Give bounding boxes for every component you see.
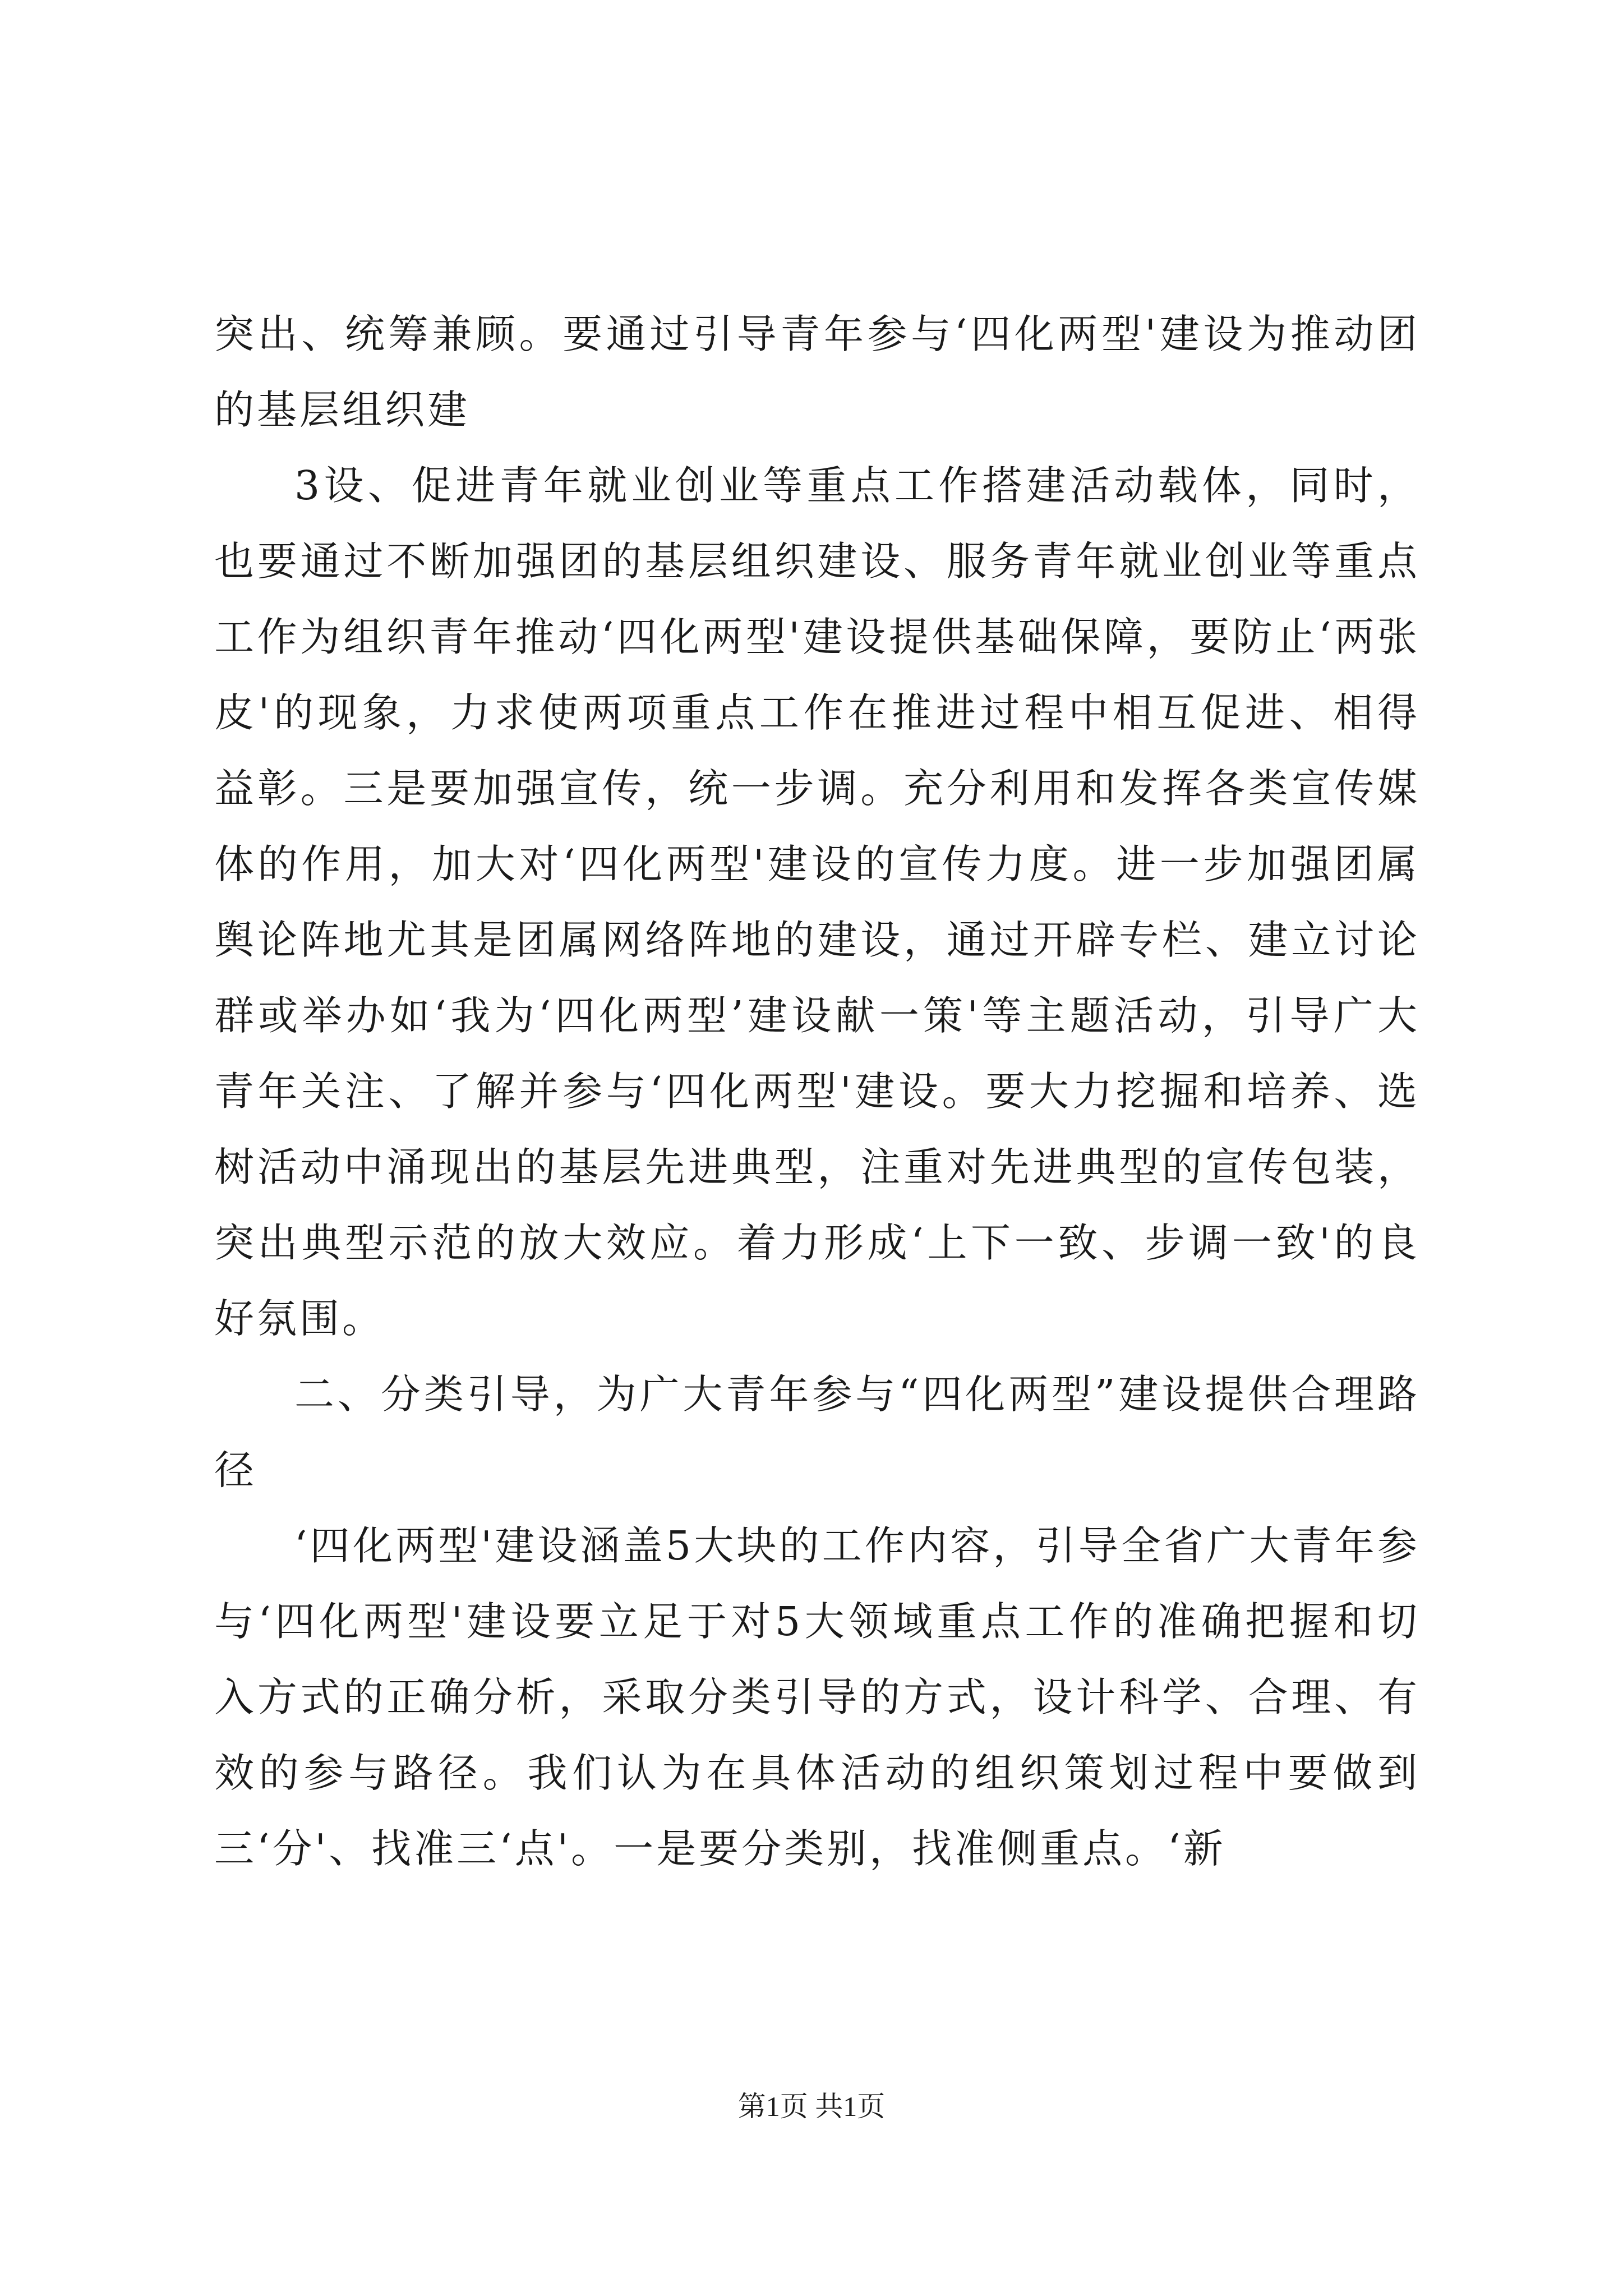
section-heading: 二、分类引导，为广大青年参与“四化两型”建设提供合理路径 (214, 1371, 1420, 1493)
page-footer: 第1页 共1页 (737, 2091, 886, 2122)
paragraph-3: ‘四化两型'建设涵盖5大块的工作内容，引导全省广大青年参与‘四化两型'建设要立足于对5大领域重点工作的准确把握和切入方式的正确分析，采取分类引导的方式，设计科学、合理、有效的参与路径。我们认为在具体活动的组织策划过程中要做到三‘分'、找准三‘点'。一是要分类别，找准侧重点。‘新 (214, 1522, 1420, 1872)
document-body (214, 296, 1420, 1887)
paragraph-1: 突出、统筹兼顾。要通过引导青年参与‘四化两型'建设为推动团的基层组织建 (214, 311, 1420, 433)
paragraph-2: 3设、促进青年就业创业等重点工作搭建活动载体，同时，也要通过不断加强团的基层组织建设、服务青年就业创业等重点工作为组织青年推动‘四化两型'建设提供基础保障，要防止‘两张皮'的现象，力求使两项重点工作在推进过程中相互促进、相得益彰。三是要加强宣传，统一步调。充分利用和发挥各类宣传媒体的作用，加大对‘四化两型'建设的宣传力度。进一步加强团属舆论阵地尤其是团属网络阵地的建设，通过开辟专栏、建立讨论群或举办如‘我为‘四化两型’建设献一策'等主题活动，引导广大青年关注、了解并参与‘四化两型'建设。要大力挖掘和培养、选树活动中涌现出的基层先进典型，注重对先进典型的宣传包装，突出典型示范的放大效应。着力形成‘上下一致、步调一致'的良好氛围。 (214, 462, 1420, 1342)
